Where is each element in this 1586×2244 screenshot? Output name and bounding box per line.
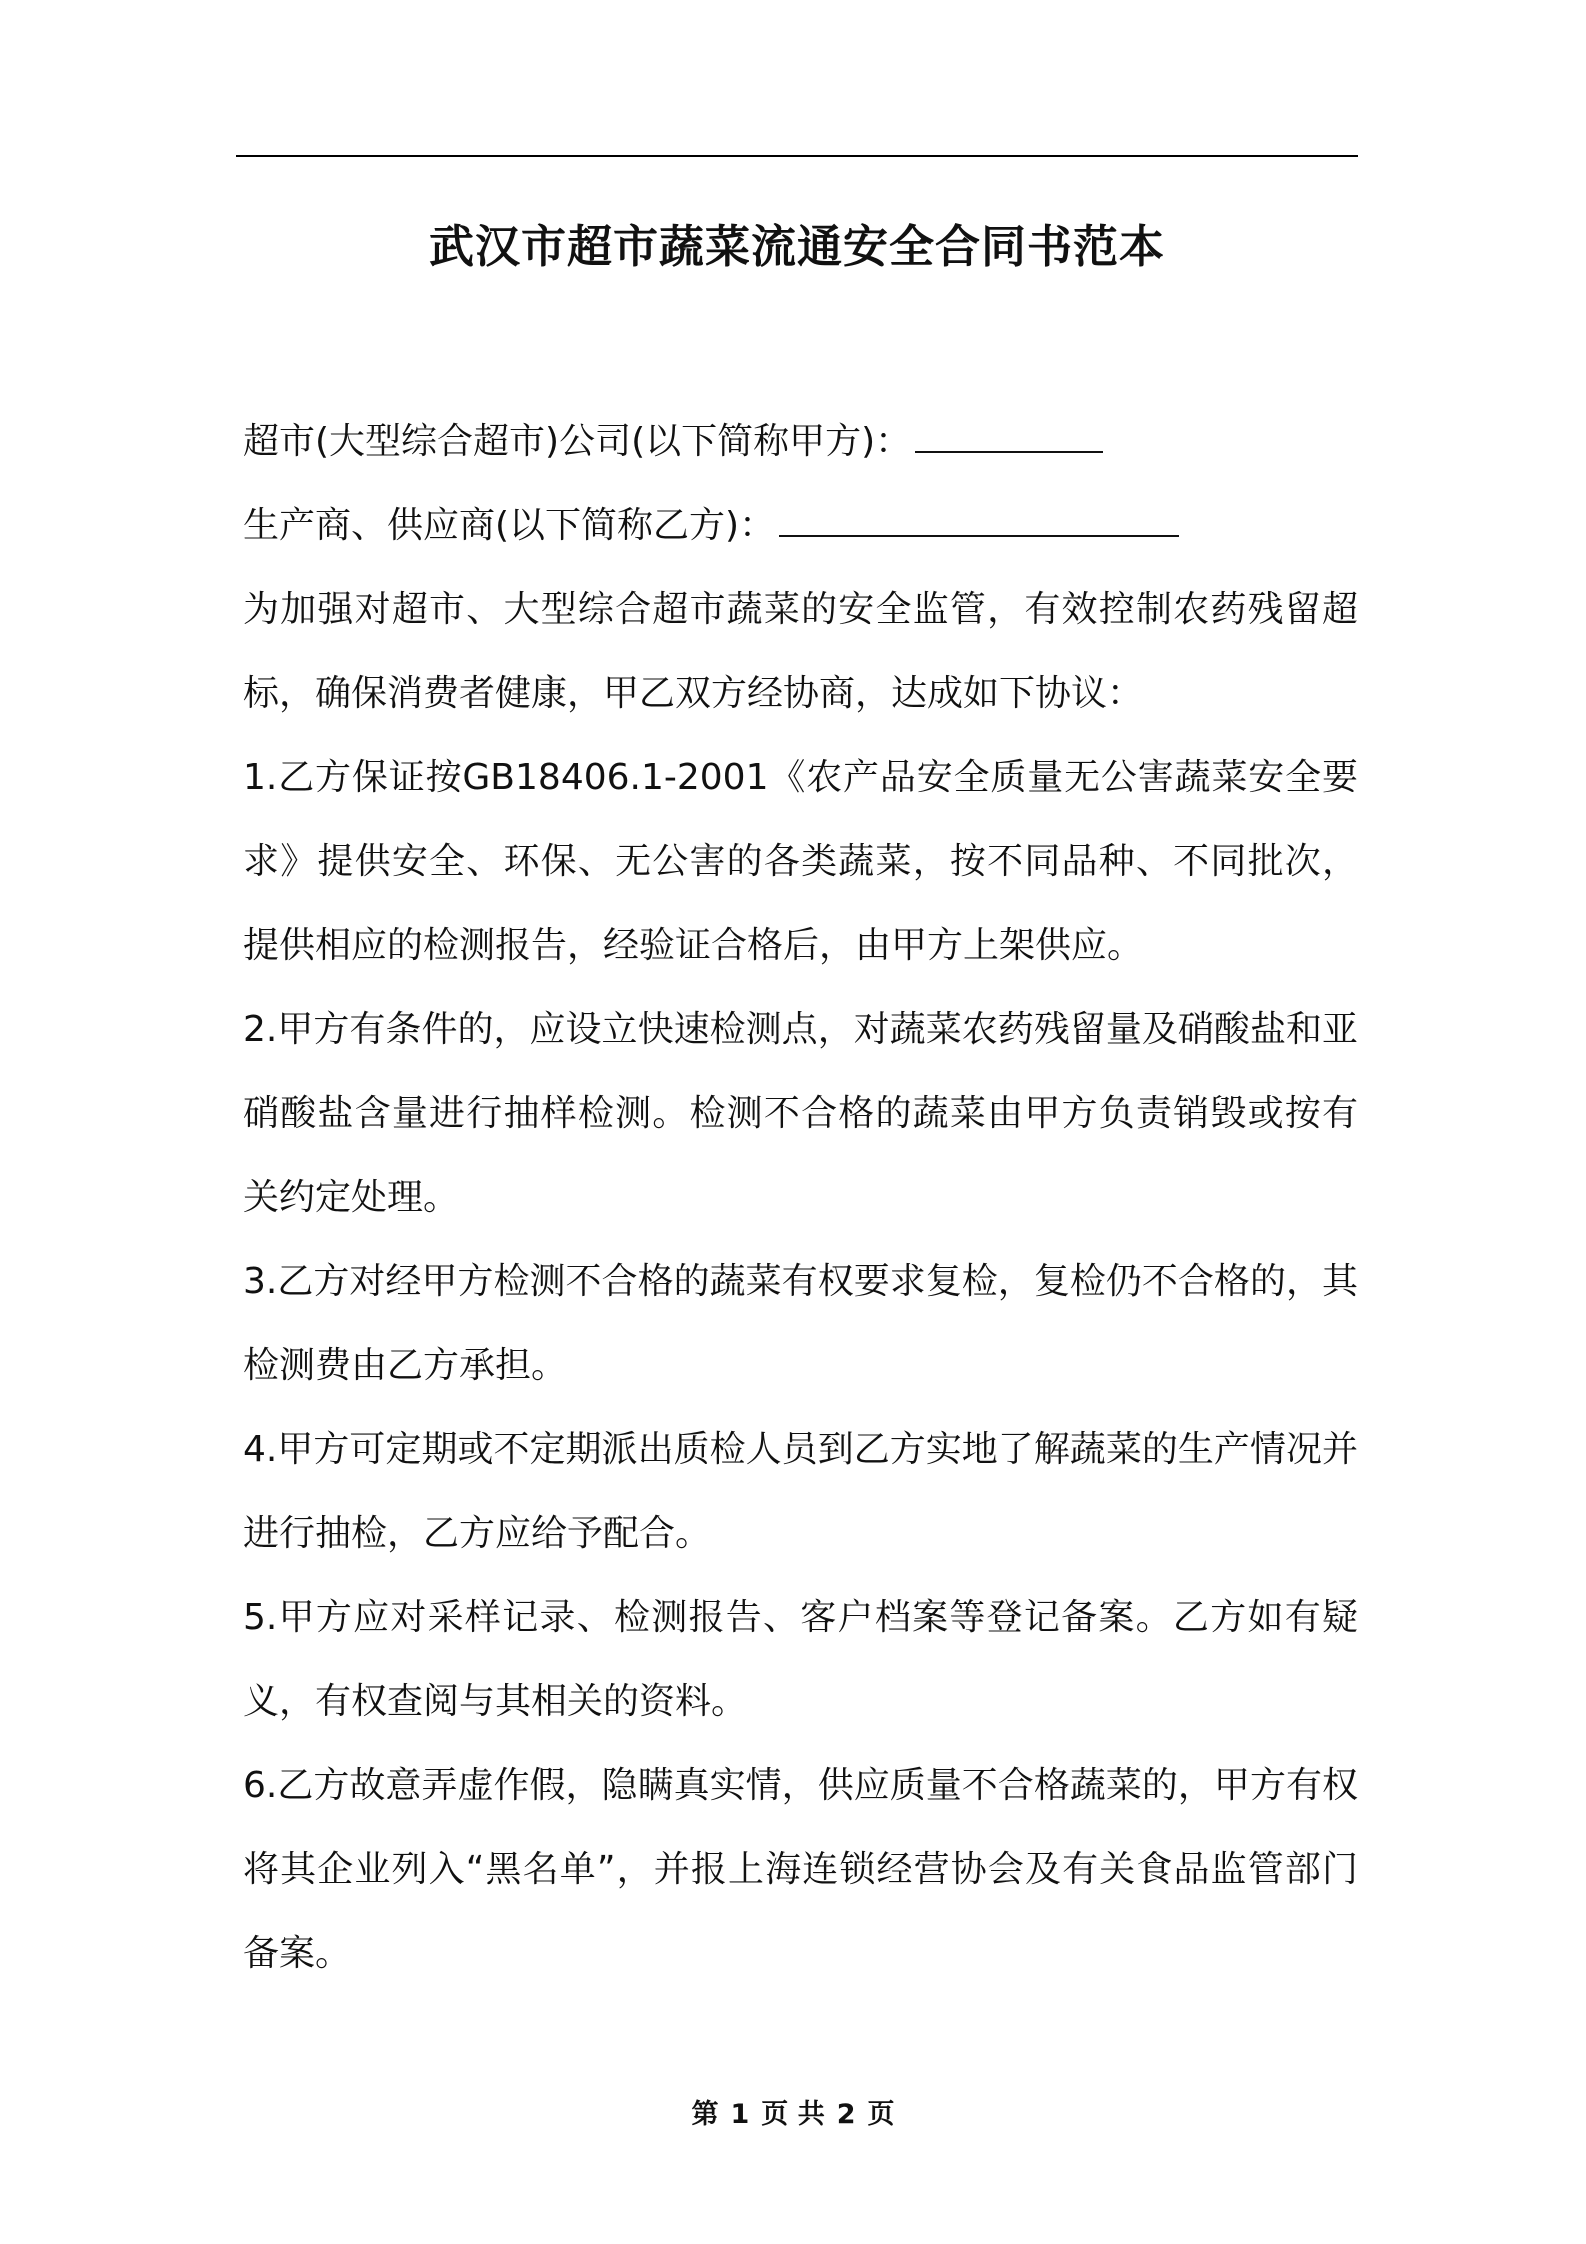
clause-1: 1.乙方保证按GB18406.1-2001《农产品安全质量无公害蔬菜安全要求》提供安全、环保、无公害的各类蔬菜，按不同品种、不同批次，提供相应的检测报告，经验证合格后，由甲方上架供应。	[243, 757, 1358, 966]
clause-2: 2.甲方有条件的，应设立快速检测点，对蔬菜农药残留量及硝酸盐和亚硝酸盐含量进行抽样检测。检测不合格的蔬菜由甲方负责销毁或按有关约定处理。	[243, 1009, 1358, 1218]
document-body	[243, 400, 1358, 1996]
page-current: 1	[730, 2099, 750, 2130]
party-b-line	[243, 484, 1358, 568]
clause-4: 4.甲方可定期或不定期派出质检人员到乙方实地了解蔬菜的生产情况并进行抽检，乙方应给予配合。	[243, 1429, 1358, 1554]
party-a-blank[interactable]	[915, 413, 1103, 453]
page-footer	[0, 2095, 1586, 2135]
clause-5: 5.甲方应对采样记录、检测报告、客户档案等登记备案。乙方如有疑义，有权查阅与其相关的资料。	[243, 1597, 1358, 1722]
page-label-suffix: 页	[867, 2099, 895, 2130]
preamble-paragraph: 为加强对超市、大型综合超市蔬菜的安全监管，有效控制农药残留超标，确保消费者健康，甲乙双方经协商，达成如下协议：	[243, 589, 1358, 714]
party-a-line	[243, 400, 1358, 484]
document-title: 武汉市超市蔬菜流通安全合同书范本	[428, 220, 1165, 273]
party-b-blank[interactable]	[779, 497, 1179, 537]
page-total: 2	[836, 2099, 856, 2130]
page-label-prefix: 第	[691, 2099, 719, 2130]
party-a-label: 超市(大型综合超市)公司(以下简称甲方)：	[243, 421, 912, 462]
party-b-label: 生产商、供应商(以下简称乙方)：	[243, 505, 776, 546]
clause-6: 6.乙方故意弄虚作假，隐瞒真实情，供应质量不合格蔬菜的，甲方有权将其企业列入“黑名单”，并报上海连锁经营协会及有关食品监管部门备案。	[243, 1765, 1358, 1974]
page-label-mid: 页 共	[761, 2099, 825, 2130]
header-rule	[236, 155, 1358, 157]
clause-3: 3.乙方对经甲方检测不合格的蔬菜有权要求复检，复检仍不合格的，其检测费由乙方承担。	[243, 1261, 1358, 1386]
